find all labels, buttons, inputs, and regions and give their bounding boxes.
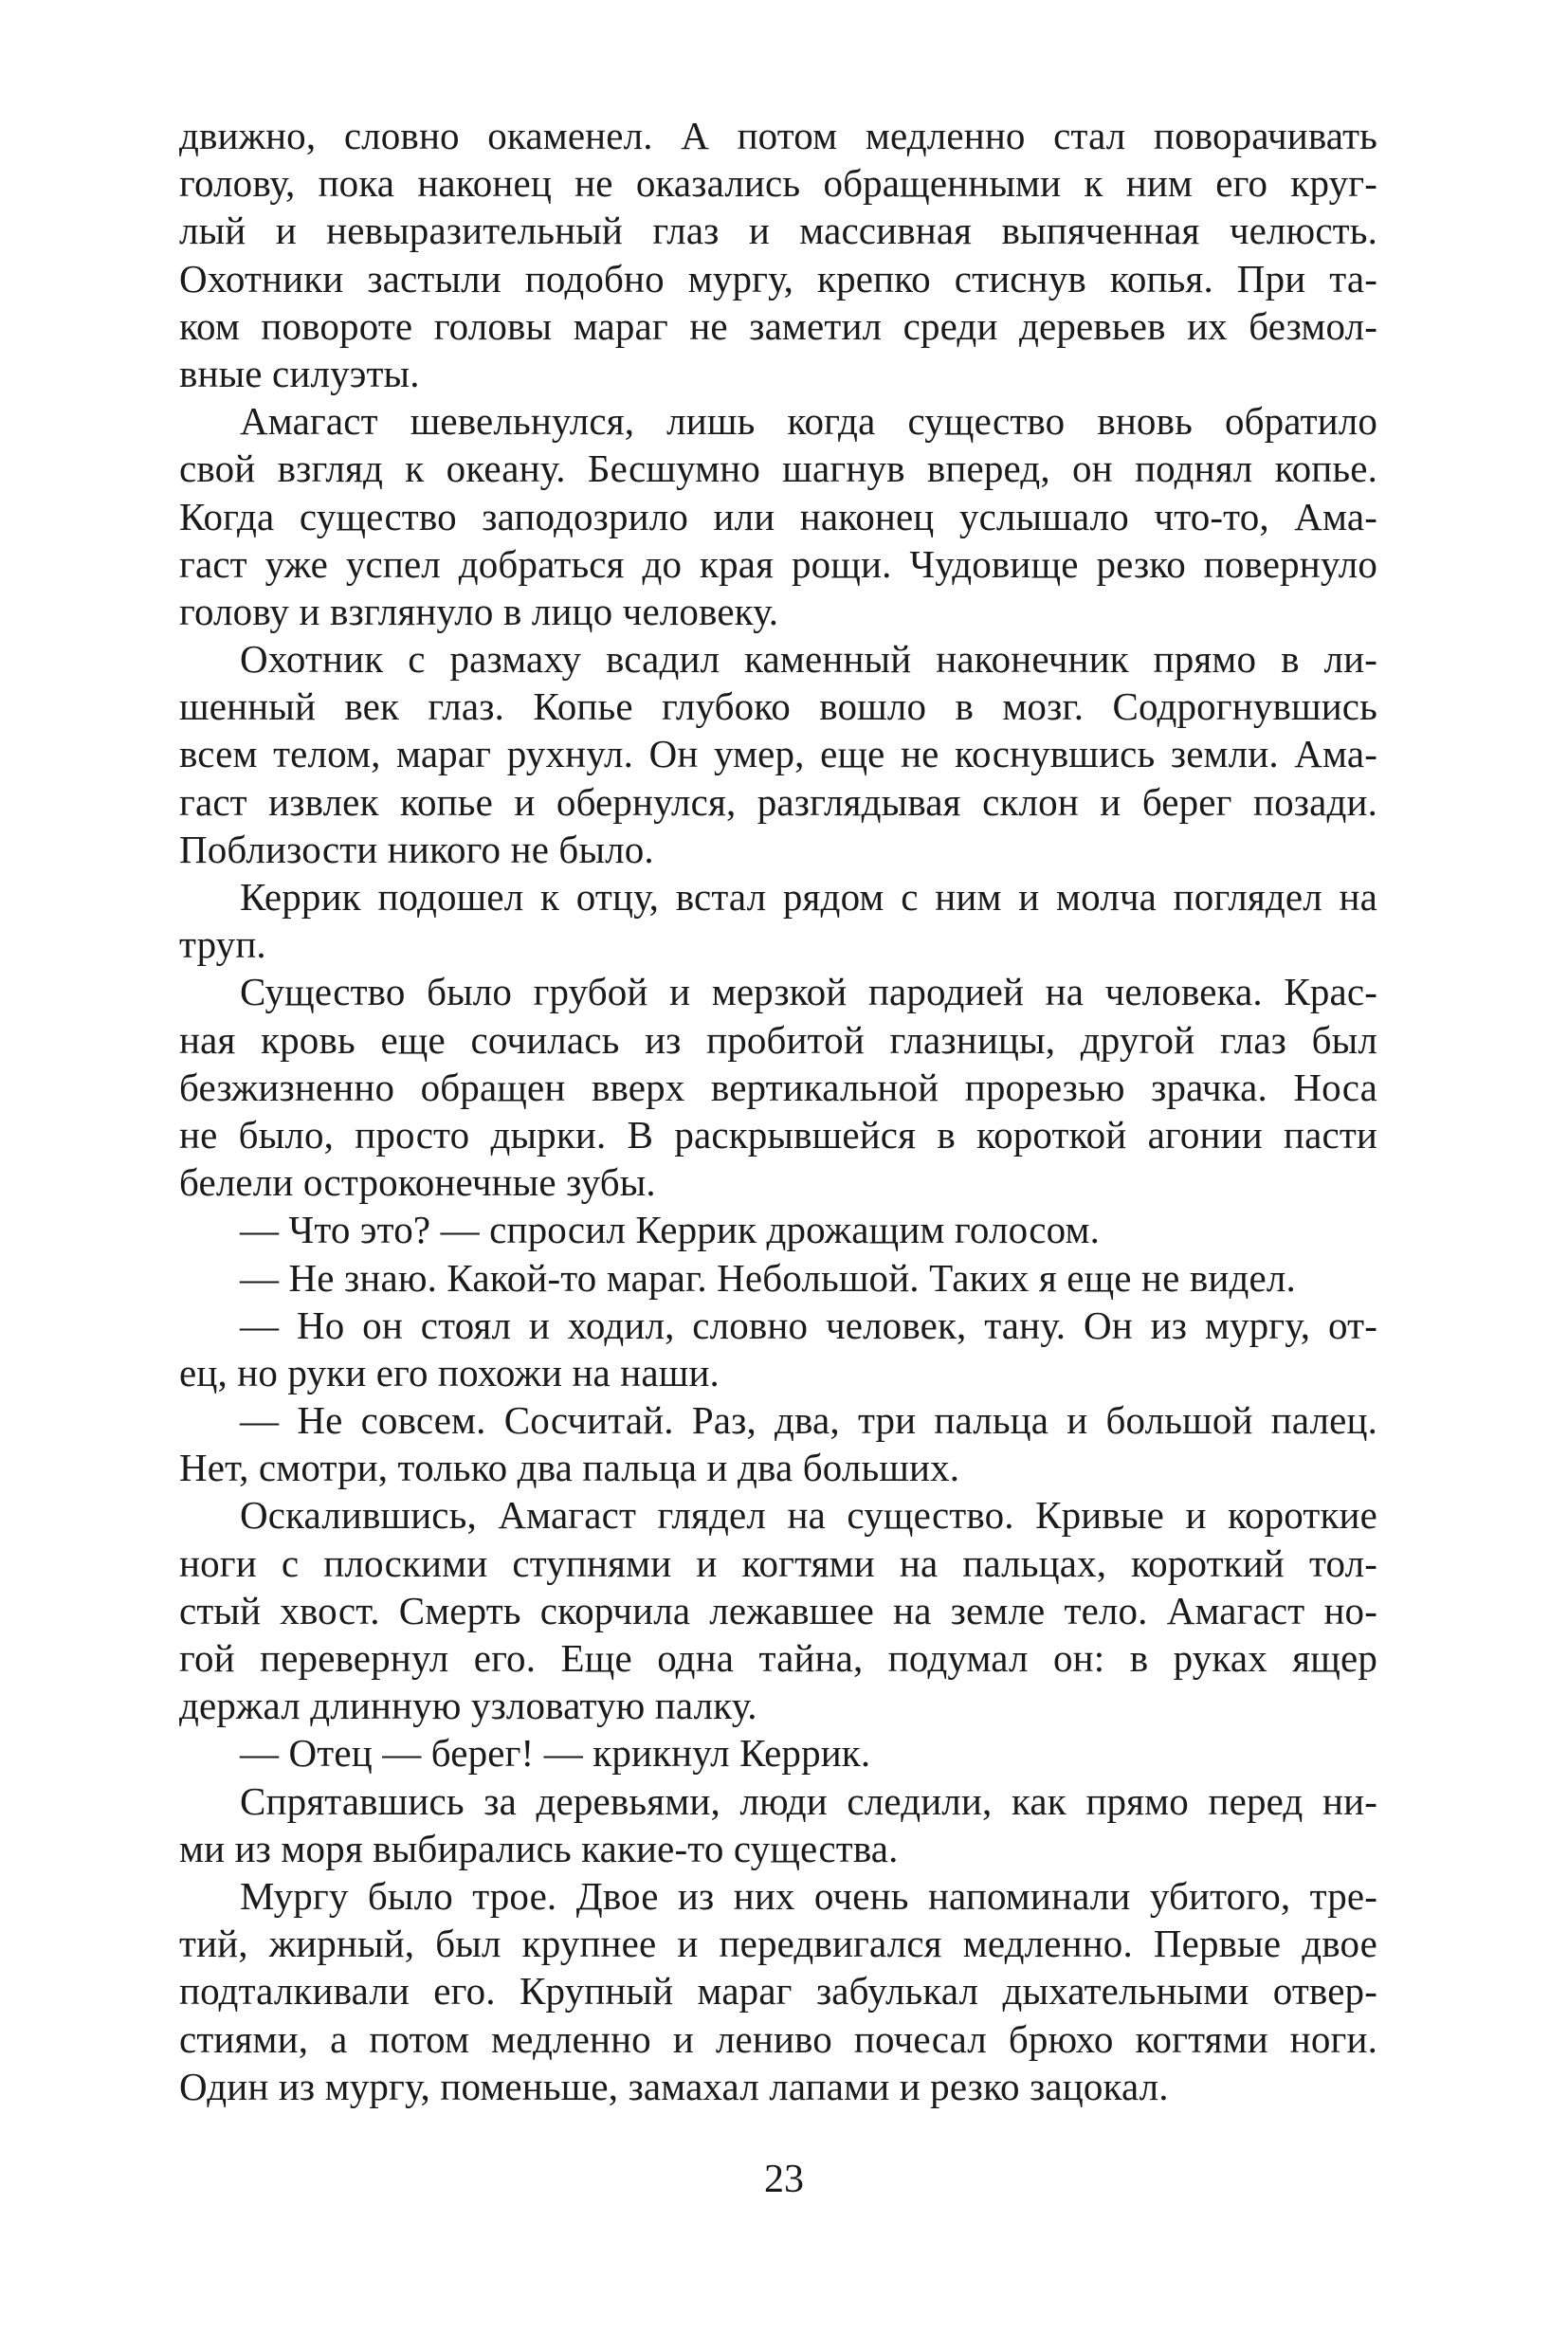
text-line: голову, пока наконец не оказались обращенными к ним его круг- [179, 161, 1377, 206]
text-line: — Не знаю. Какой-то мараг. Небольшой. Таких я еще не видел. [240, 1255, 1296, 1300]
paragraph [179, 1302, 1377, 1396]
text-line: лый и невыразительный глаз и массивная выпяченная челюсть. [179, 209, 1377, 253]
paragraph [179, 1396, 1377, 1491]
text-line: Охотники застыли подобно мургу, крепко стиснув копья. При та- [179, 256, 1377, 301]
text-line: Спрятавшись за деревьями, люди следили, как прямо перед ни- [240, 1778, 1377, 1823]
text-line: Оскалившись, Амагаст глядел на существо. Кривые и короткие [240, 1493, 1377, 1538]
text-line: Нет, смотри, только два пальца и два больших. [179, 1446, 960, 1490]
paragraph [179, 1206, 1377, 1253]
text-line: ми из моря выбирались какие-то существа. [179, 1826, 899, 1870]
text-line: Охотник с размаху всадил каменный наконечник прямо в ли- [240, 637, 1377, 682]
text-line: белели остроконечные зубы. [179, 1160, 656, 1205]
text-line: вные силуэты. [179, 351, 420, 395]
paragraph [179, 873, 1377, 968]
text-line: ная кровь еще сочилась из пробитой глазницы, другой глаз был [179, 1017, 1377, 1062]
text-line: — Но он стоял и ходил, словно человек, тану. Он из мургу, от- [240, 1303, 1377, 1347]
text-line: подталкивали его. Крупный мараг забулькал дыхательными отвер- [179, 1969, 1377, 2014]
text-line: ец, но руки его похожи на наши. [179, 1350, 720, 1394]
paragraph [179, 1729, 1377, 1777]
text-line: Амагаст шевельнулся, лишь когда существо вновь обратило [240, 399, 1377, 444]
page-number: 23 [764, 2158, 804, 2201]
text-line: тий, жирный, был крупнее и передвигался медленно. Первые двое [179, 1922, 1377, 1966]
paragraph [179, 635, 1377, 873]
text-line: Керрик подошел к отцу, встал рядом с ним и молча поглядел на [240, 875, 1377, 919]
paragraph [179, 397, 1377, 635]
text-line: голову и взглянуло в лицо человеку. [179, 589, 779, 633]
text-line: ноги с плоскими ступнями и когтями на пальцах, короткий тол- [179, 1540, 1377, 1585]
text-line: шенный век глаз. Копье глубоко вошло в мозг. Содрогнувшись [179, 684, 1377, 729]
text-line: движно, словно окаменел. А потом медленно стал поворачивать [179, 114, 1377, 157]
text-line: безжизненно обращен вверх вертикальной прорезью зрачка. Носа [179, 1065, 1377, 1109]
text-line: стиями, а потом медленно и лениво почесал брюхо когтями ноги. [179, 2016, 1377, 2061]
paragraph [179, 112, 1377, 397]
text-line: Мургу было трое. Двое из них очень напоминали убитого, тре- [240, 1873, 1377, 1918]
text-line: Когда существо заподозрило или наконец услышало что-то, Ама- [179, 494, 1377, 538]
text-line: Существо было грубой и мерзкой пародией на человека. Крас- [240, 970, 1377, 1014]
text-line: не было, просто дырки. В раскрывшейся в короткой агонии пасти [179, 1112, 1377, 1157]
text-line: гой перевернул его. Еще одна тайна, подумал он: в руках ящер [179, 1636, 1377, 1680]
text-line: ком повороте головы мараг не заметил среди деревьев их безмол- [179, 303, 1377, 348]
paragraph [179, 1777, 1377, 1872]
text-line: — Что это? — спросил Керрик дрожащим голосом. [240, 1208, 1100, 1252]
text-line: Один из мургу, поменьше, замахал лапами и резко зацокал. [179, 2064, 1169, 2108]
text-line: Поблизости никого не было. [179, 827, 654, 871]
body-text [179, 112, 1377, 2110]
text-line: держал длинную узловатую палку. [179, 1684, 757, 1728]
text-line: — Не совсем. Сосчитай. Раз, два, три пальца и большой палец. [240, 1398, 1377, 1443]
paragraph [179, 1872, 1377, 2110]
text-line: всем телом, мараг рухнул. Он умер, еще не коснувшись земли. Ама- [179, 732, 1377, 776]
paragraph [179, 1254, 1377, 1302]
text-line: стый хвост. Смерть скорчила лежавшее на земле тело. Амагаст но- [179, 1588, 1377, 1632]
text-line: труп. [179, 922, 266, 967]
paragraph [179, 1491, 1377, 1729]
text-line: свой взгляд к океану. Бесшумно шагнув вперед, он поднял копье. [179, 447, 1377, 491]
paragraph [179, 968, 1377, 1206]
text-line: гаст извлек копье и обернулся, разглядывая склон и берег позади. [179, 779, 1377, 824]
text-line: — Отец — берег! — крикнул Керрик. [240, 1731, 871, 1776]
text-line: гаст уже успел добраться до края рощи. Чудовище резко повернуло [179, 541, 1377, 586]
